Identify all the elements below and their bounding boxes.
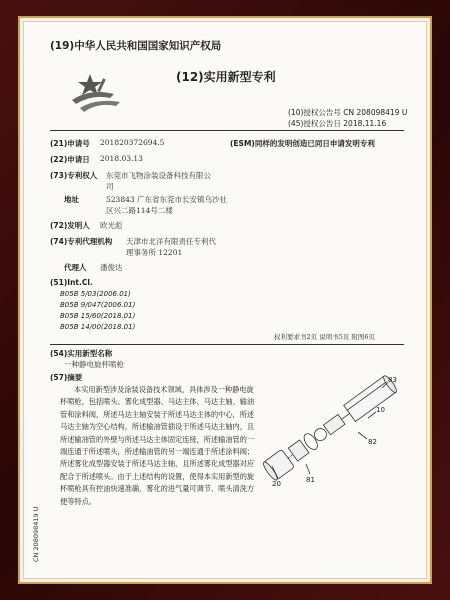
address-line1: 523843 广东省东莞市长安镇乌沙社 <box>106 195 228 204</box>
ipc-class: B05B 5/03(2006.01) <box>60 290 131 298</box>
app-no-label: (21)申请号 <box>50 139 90 148</box>
ipc-class: B05B 15/60(2018.01) <box>60 312 136 320</box>
page-counts: 权利要求书2页 说明书5页 附图6页 <box>274 333 376 341</box>
app-date: 2018.03.13 <box>100 154 143 163</box>
inventor: 欧光彪 <box>100 221 123 230</box>
inventor-label: (72)发明人 <box>50 221 90 230</box>
holder-line1: 东莞市飞物涂装设备科技有限公 <box>106 171 211 180</box>
holder-label: (73)专利权人 <box>50 171 98 180</box>
cnipa-logo-icon <box>70 74 122 114</box>
document-type: (12)实用新型专利 <box>176 70 276 84</box>
figure-label: 10 <box>376 406 385 414</box>
ipc-class: B05B 9/047(2006.01) <box>60 301 136 309</box>
holder-line2: 司 <box>106 182 114 191</box>
title-label: (54)实用新型名称 <box>50 349 113 358</box>
office-header: (19)中华人民共和国国家知识产权局 <box>50 40 222 52</box>
esm-note: (ESM)同样的发明创造已同日申请发明专利 <box>230 139 375 148</box>
figure-label: 81 <box>306 476 315 484</box>
app-date-label: (22)申请日 <box>50 155 90 164</box>
utility-model-title: 一种静电旋杯喷枪 <box>64 360 124 369</box>
agent-label: 代理人 <box>64 263 87 272</box>
publication-date: (45)授权公告日 2018.11.16 <box>288 119 387 128</box>
gold-border <box>18 16 432 584</box>
app-no: 201820372694.5 <box>100 138 165 147</box>
side-publication-number: CN 208098419 U <box>32 506 40 562</box>
agency-line1: 天津市北洋有限责任专利代 <box>126 237 216 246</box>
agency-line2: 理事务所 12201 <box>126 248 183 257</box>
spray-gun-drawing <box>250 366 415 488</box>
address-line2: 区兴二路114号二楼 <box>106 206 173 215</box>
ipc-class: B05B 14/00(2018.01) <box>60 323 136 331</box>
agent: 潘俊达 <box>100 263 123 272</box>
figure-label: 82 <box>368 438 377 446</box>
abstract-text: 本实用新型涉及涂装设备技术领域，具体涉及一种静电旋杯喷枪，包括喷头、雾化成型器、马达主体、马达主轴、输油管和涂料阀，所述马达主轴安装于所述马达主体的中心，所述马达主轴为空心结构，所述输油管插设于所述马达主轴内，且所述输油管的外壁与所述马达主体固定连接，所述输油管的一端连通于所述喷头，所述输油管的另一端连通于所述涂料阀；所述雾化成型器安装于所述马达主轴，且所述雾化成型器对应配合于所述喷头。由于上述结构的设置，使得本实用新型的旋杯喷枪具有控油快速准确、雾化的进气量可调节、喷头清洗方便等特点。 <box>60 385 255 506</box>
patent-page <box>23 21 427 579</box>
figure-label: 83 <box>388 376 397 384</box>
publication-number: (10)授权公告号 CN 208098419 U <box>288 108 408 117</box>
ipc-label: (51)Int.Cl. <box>50 278 93 287</box>
address-label: 地址 <box>64 195 79 204</box>
biblio-divider <box>50 344 404 345</box>
abstract-label: (57)摘要 <box>50 373 83 382</box>
header-divider <box>50 130 404 131</box>
figure-label: 20 <box>272 480 281 488</box>
agency-label: (74)专利代理机构 <box>50 237 113 246</box>
